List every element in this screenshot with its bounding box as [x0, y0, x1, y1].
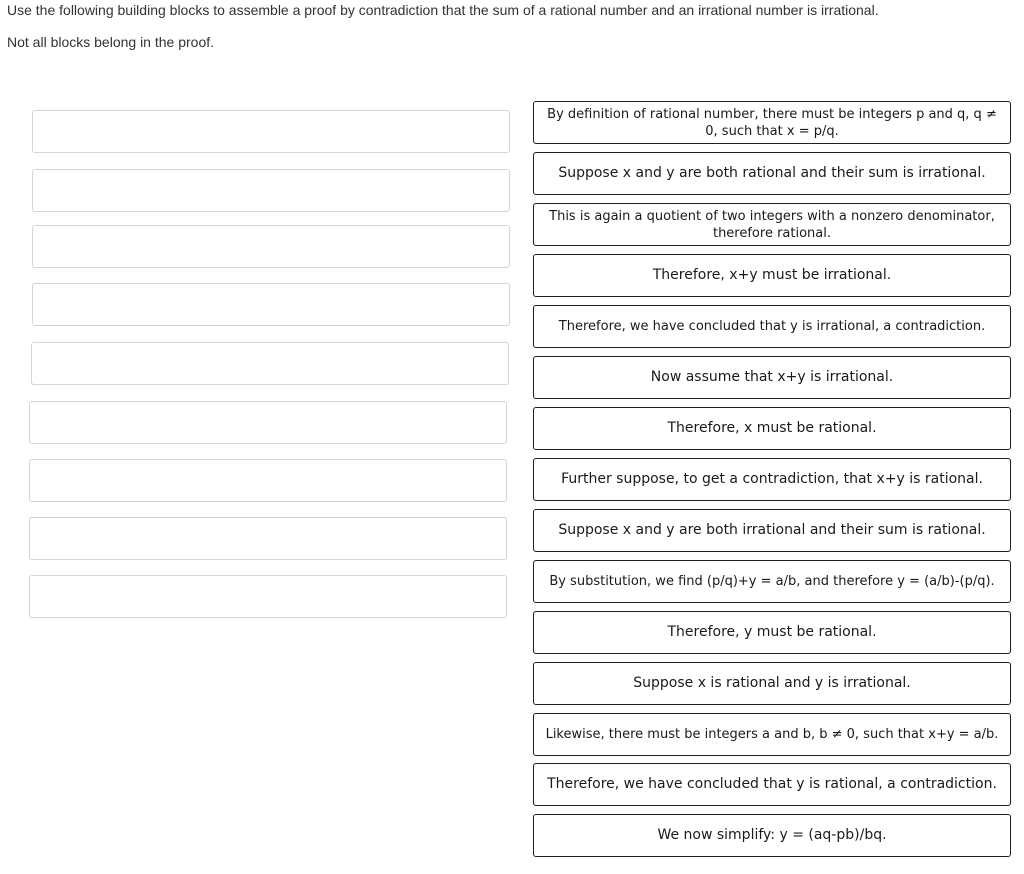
answer-slot-2[interactable]: [32, 169, 510, 212]
answer-slot-7[interactable]: [29, 459, 507, 502]
proof-block-text: This is again a quotient of two integers with a nonzero denominator, therefore rational.: [549, 208, 995, 241]
proof-block[interactable]: [533, 560, 1011, 603]
proof-block-text: Likewise, there must be integers a and b, b ≠ 0, such that x+y = a/b.: [545, 727, 999, 742]
proof-block[interactable]: [533, 254, 1011, 297]
proof-block[interactable]: [533, 101, 1011, 144]
proof-block[interactable]: [533, 203, 1011, 246]
answer-slot-5[interactable]: [31, 342, 509, 385]
proof-block[interactable]: [533, 509, 1011, 552]
proof-block-text: Therefore, y must be rational.: [667, 624, 877, 640]
proof-block-text: Suppose x is rational and y is irrational.: [633, 675, 911, 691]
answer-slot-3[interactable]: [32, 225, 510, 268]
proof-block-text: By definition of rational number, there must be integers p and q, q ≠ 0, such that x = p/q.: [547, 106, 997, 139]
proof-block[interactable]: [533, 407, 1011, 450]
proof-block-text: Therefore, we have concluded that y is irrational, a contradiction.: [558, 319, 986, 334]
proof-block[interactable]: [533, 814, 1011, 857]
proof-block[interactable]: [533, 611, 1011, 654]
proof-block[interactable]: [533, 305, 1011, 348]
proof-block-text: Therefore, we have concluded that y is rational, a contradiction.: [547, 776, 997, 792]
instruction-note: Not all blocks belong in the proof.: [7, 34, 215, 50]
answer-slot-9[interactable]: [29, 575, 507, 618]
proof-block-text: Suppose x and y are both rational and their sum is irrational.: [558, 165, 986, 181]
proof-block[interactable]: [533, 458, 1011, 501]
answer-slot-4[interactable]: [32, 283, 510, 326]
proof-block-text: Therefore, x+y must be irrational.: [652, 267, 892, 283]
proof-block-text: Now assume that x+y is irrational.: [650, 369, 894, 385]
proof-block-text: We now simplify: y = (aq-pb)/bq.: [657, 827, 887, 843]
proof-block-text: By substitution, we find (p/q)+y = a/b, and therefore y = (a/b)-(p/q).: [549, 574, 995, 589]
proof-block[interactable]: [533, 662, 1011, 705]
answer-slot-8[interactable]: [29, 517, 507, 560]
answer-slot-1[interactable]: [32, 110, 510, 153]
proof-block-text: Therefore, x must be rational.: [667, 420, 877, 436]
proof-block[interactable]: [533, 763, 1011, 806]
answer-slot-6[interactable]: [29, 401, 507, 444]
proof-block-text: Suppose x and y are both irrational and their sum is rational.: [558, 522, 986, 538]
instruction-text: Use the following building blocks to assemble a proof by contradiction that the sum of a rational number and an irrational number is irrational.: [7, 2, 879, 18]
proof-block[interactable]: [533, 152, 1011, 195]
proof-block-text: Further suppose, to get a contradiction, that x+y is rational.: [561, 471, 983, 487]
proof-block[interactable]: [533, 356, 1011, 399]
proof-block[interactable]: [533, 713, 1011, 756]
